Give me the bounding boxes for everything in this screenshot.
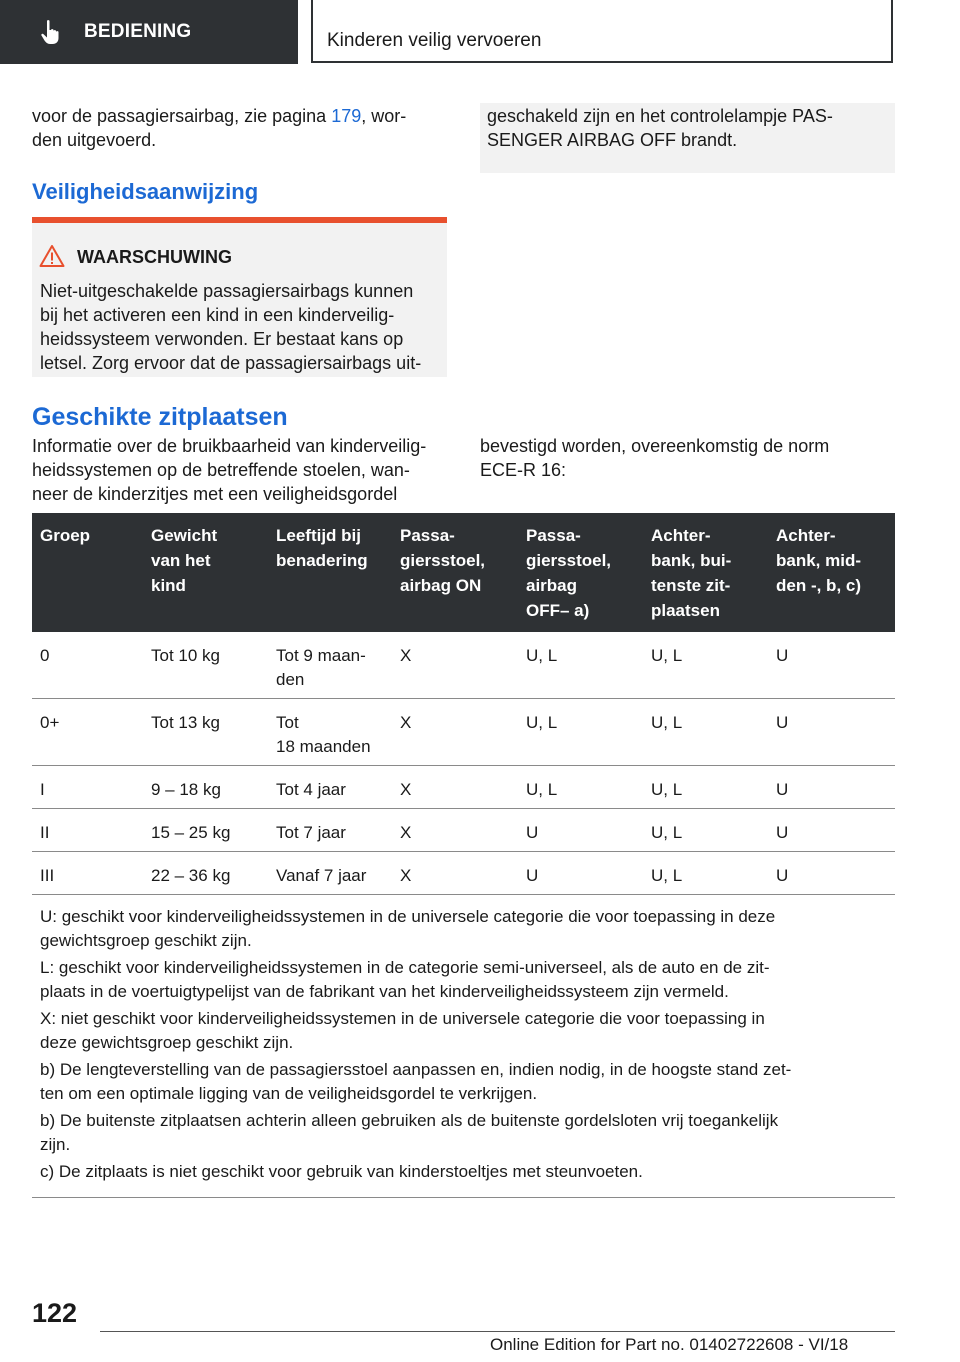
column-header <box>32 513 143 632</box>
table-cell <box>643 809 768 852</box>
cell-text: U <box>776 780 789 799</box>
table-cell <box>768 632 895 699</box>
header-line: van het <box>151 551 211 570</box>
warning-line: bij het activeren een kind in een kinderveilig- <box>40 305 395 325</box>
column-header <box>518 513 643 632</box>
note-line: b) De buitenste zitplaatsen achterin alleen gebruiken als de buitenste gordelsloten vrij toegankelijk <box>40 1111 779 1130</box>
note-line: zijn. <box>40 1135 71 1154</box>
seats-line: Informatie over de bruikbaarheid van kinderveilig- <box>32 436 427 456</box>
table-note <box>40 1109 875 1157</box>
cell-text: X <box>400 646 412 665</box>
cell-text: den <box>276 670 305 689</box>
chapter-header <box>311 0 893 63</box>
cell-text: 0 <box>40 646 50 665</box>
seats-line: neer de kinderzitjes met een veiligheidsgordel <box>32 484 398 504</box>
note-text <box>487 104 892 152</box>
header-line: Achter- <box>651 526 711 545</box>
table-cell <box>143 809 268 852</box>
page-reference-link[interactable]: 179 <box>331 106 362 126</box>
table-cell <box>768 699 895 766</box>
cell-text: X <box>400 823 412 842</box>
cell-text: I <box>40 780 45 799</box>
cell-text: U <box>776 646 789 665</box>
edition-text: Online Edition for Part no. 01402722608 - VI/18 <box>490 1335 849 1354</box>
header-line: kind <box>151 576 186 595</box>
cell-text: Tot 7 jaar <box>276 823 346 842</box>
cell-text: U, L <box>651 713 683 732</box>
cell-text: U, L <box>526 780 558 799</box>
cell-text: X <box>400 866 412 885</box>
table-cell <box>643 766 768 809</box>
header-line: Passa- <box>526 526 581 545</box>
intro-line-2: den uitgevoerd. <box>32 130 157 150</box>
header-line: giersstoel, <box>526 551 612 570</box>
cell-text: U, L <box>651 823 683 842</box>
cell-text: Vanaf 7 jaar <box>276 866 367 885</box>
table-cell <box>268 699 392 766</box>
column-header <box>143 513 268 632</box>
cell-text: U <box>776 713 789 732</box>
seats-heading: Geschikte zitplaatsen <box>32 403 288 431</box>
note-line: deze gewichtsgroep geschikt zijn. <box>40 1033 294 1052</box>
header-line: Passa- <box>400 526 455 545</box>
cell-text: Tot <box>276 713 299 732</box>
table-cell <box>392 632 518 699</box>
intro-text-start: voor de passagiersairbag, zie pagina <box>32 106 332 126</box>
header-line: Achter- <box>776 526 836 545</box>
warning-line: letsel. Zorg ervoor dat de passagiersairbags uit- <box>40 353 422 373</box>
cell-text: 22 – 36 kg <box>151 866 231 885</box>
warning-text <box>40 279 440 375</box>
chapter-title: Kinderen veilig vervoeren <box>327 30 542 51</box>
cell-text: Tot 9 maan- <box>276 646 366 665</box>
header-line: Leeftijd bij <box>276 526 361 545</box>
table-note <box>40 1058 875 1106</box>
column-header <box>643 513 768 632</box>
table-cell <box>268 809 392 852</box>
page-number: 122 <box>32 1298 78 1328</box>
warning-line: heidssysteem verwonden. Er bestaat kans op <box>40 329 404 349</box>
table-cell <box>392 852 518 895</box>
header-line: Gewicht <box>151 526 218 545</box>
note-line: b) De lengteverstelling van de passagiersstoel aanpassen en, indien nodig, in de hoogste stand zet- <box>40 1060 792 1079</box>
cell-text: U, L <box>651 646 683 665</box>
table-row <box>32 852 895 895</box>
note-line: L: geschikt voor kinderveiligheidssystemen in de categorie semi-universeel, als de auto en de zit- <box>40 958 770 977</box>
table-cell <box>518 699 643 766</box>
header-line: giersstoel, <box>400 551 486 570</box>
cell-text: U, L <box>651 780 683 799</box>
header-line: Groep <box>40 526 91 545</box>
table-notes <box>32 895 895 1198</box>
table-cell <box>143 766 268 809</box>
table-cell <box>32 699 143 766</box>
note-line: plaats in de voertuigtypelijst van de fabrikant van het kinderveiligheidssysteem zijn vermeld. <box>40 982 729 1001</box>
table-cell <box>392 809 518 852</box>
table-cell <box>768 852 895 895</box>
seats-line: ECE-R 16: <box>480 460 567 480</box>
column-header <box>268 513 392 632</box>
table-cell <box>518 766 643 809</box>
intro-text <box>32 104 452 152</box>
table-note <box>40 1007 875 1055</box>
table-note <box>40 1160 875 1184</box>
cell-text: 18 maanden <box>276 737 371 756</box>
warning-bar <box>32 217 447 223</box>
cell-text: U <box>526 866 539 885</box>
seats-text-right <box>480 434 895 482</box>
header-line: tenste zit- <box>651 576 731 595</box>
cell-text: U, L <box>526 713 558 732</box>
table-header-row <box>32 513 895 632</box>
table-cell <box>643 699 768 766</box>
cell-text: Tot 10 kg <box>151 646 220 665</box>
table-cell <box>643 632 768 699</box>
table-note <box>40 905 875 953</box>
table-cell <box>143 699 268 766</box>
table-cell <box>268 852 392 895</box>
section-label: BEDIENING <box>84 21 192 42</box>
seats-line: bevestigd worden, overeenkomstig de norm <box>480 436 830 456</box>
cell-text: U <box>776 823 789 842</box>
note-line: geschakeld zijn en het controlelampje PAS- <box>487 106 833 126</box>
column-header <box>768 513 895 632</box>
cell-text: U <box>776 866 789 885</box>
table-cell <box>268 632 392 699</box>
cell-text: Tot 4 jaar <box>276 780 346 799</box>
table-row <box>32 699 895 766</box>
table-note <box>40 956 875 1004</box>
warning-line: Niet-uitgeschakelde passagiersairbags kunnen <box>40 281 414 301</box>
header-line: airbag ON <box>400 576 482 595</box>
seats-text-left <box>32 434 462 506</box>
cell-text: 0+ <box>40 713 60 732</box>
table-cell <box>768 809 895 852</box>
table-cell <box>32 632 143 699</box>
cell-text: U, L <box>651 866 683 885</box>
cell-text: U <box>526 823 539 842</box>
header-line: den -, b, c) <box>776 576 861 595</box>
note-line: X: niet geschikt voor kinderveiligheidssystemen in de universele categorie die voor toepassing in <box>40 1009 765 1028</box>
column-header <box>392 513 518 632</box>
intro-line-1 <box>32 104 452 128</box>
cell-text: X <box>400 713 412 732</box>
table-cell <box>643 852 768 895</box>
warning-title: WAARSCHUWING <box>77 247 232 267</box>
header-line: benadering <box>276 551 368 570</box>
table-cell <box>32 852 143 895</box>
cell-text: II <box>40 823 50 842</box>
table-cell <box>32 809 143 852</box>
seat-suitability-table <box>32 513 895 1198</box>
cell-text: Tot 13 kg <box>151 713 220 732</box>
table-row <box>32 632 895 699</box>
table-cell <box>518 632 643 699</box>
header-line: plaatsen <box>651 601 720 620</box>
header-line: bank, mid- <box>776 551 862 570</box>
table-cell <box>143 852 268 895</box>
header-line: OFF– a) <box>526 601 590 620</box>
safety-heading: Veiligheidsaanwijzing <box>32 179 259 204</box>
footer-divider <box>100 1331 895 1332</box>
table-cell <box>392 699 518 766</box>
cell-text: U, L <box>526 646 558 665</box>
hand-pointer-icon <box>40 19 62 45</box>
header-line: airbag <box>526 576 578 595</box>
table-cell <box>768 766 895 809</box>
warning-triangle-icon <box>39 244 65 268</box>
table-cell <box>518 809 643 852</box>
note-line: SENGER AIRBAG OFF brandt. <box>487 130 738 150</box>
header-line: bank, bui- <box>651 551 732 570</box>
table-cell <box>32 766 143 809</box>
table-notes-row <box>32 895 895 1198</box>
cell-text: 9 – 18 kg <box>151 780 221 799</box>
table-cell <box>268 766 392 809</box>
intro-text-end: , wor- <box>361 106 407 126</box>
seats-line: heidssystemen op de betreffende stoelen, wan- <box>32 460 410 480</box>
cell-text: III <box>40 866 55 885</box>
table-cell <box>392 766 518 809</box>
note-line: U: geschikt voor kinderveiligheidssystemen in de universele categorie die voor toepassing in deze <box>40 907 776 926</box>
note-line: c) De zitplaats is niet geschikt voor gebruik van kinderstoeltjes met steunvoeten. <box>40 1162 643 1181</box>
table-row <box>32 809 895 852</box>
table-cell <box>518 852 643 895</box>
note-line: ten om een optimale ligging van de veiligheidsgordel te verkrijgen. <box>40 1084 538 1103</box>
cell-text: 15 – 25 kg <box>151 823 231 842</box>
cell-text: X <box>400 780 412 799</box>
table-cell <box>143 632 268 699</box>
section-tab[interactable] <box>0 0 298 64</box>
table-row <box>32 766 895 809</box>
note-line: gewichtsgroep geschikt zijn. <box>40 931 252 950</box>
